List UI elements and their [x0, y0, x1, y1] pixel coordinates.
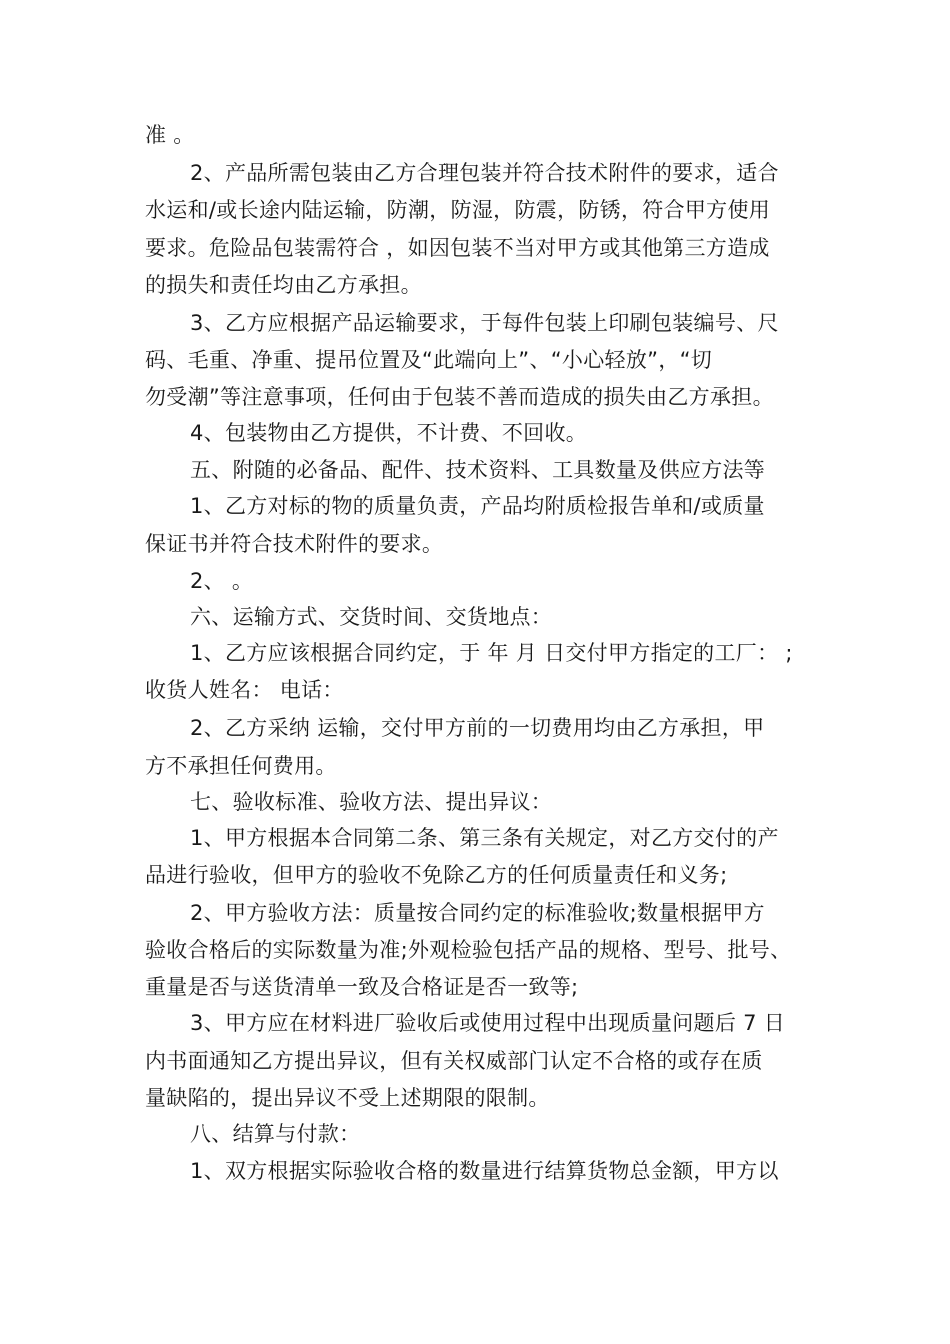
text-line: 1、甲方根据本合同第二条、第三条有关规定，对乙方交付的产	[190, 826, 779, 850]
text-line: 2、乙方采纳 运输，交付甲方前的一切费用均由乙方承担，甲	[190, 716, 765, 740]
text-line: 准 。	[145, 123, 195, 147]
text-line: 验收合格后的实际数量为准;外观检验包括产品的规格、型号、批号、	[145, 938, 792, 962]
section-heading: 七、验收标准、验收方法、提出异议：	[190, 790, 553, 814]
text-line: 码、毛重、净重、提吊位置及“此端向上”、“小心轻放”，“切	[145, 348, 713, 372]
text-line: 的损失和责任均由乙方承担。	[145, 273, 422, 297]
section-heading: 五、附随的必备品、配件、技术资料、工具数量及供应方法等	[190, 458, 766, 482]
text-line: 1、乙方应该根据合同约定，于 年 月 日交付甲方指定的工厂： ;	[190, 641, 793, 665]
text-line: 品进行验收，但甲方的验收不免除乙方的任何质量责任和义务;	[145, 863, 728, 887]
text-line: 保证书并符合技术附件的要求。	[145, 532, 444, 556]
text-line: 方不承担任何费用。	[145, 754, 337, 778]
text-line: 水运和/或长途内陆运输，防潮，防湿，防震，防锈，符合甲方使用	[145, 198, 771, 222]
text-line: 1、双方根据实际验收合格的数量进行结算货物总金额，甲方以	[190, 1159, 779, 1183]
text-line: 2、甲方验收方法：质量按合同约定的标准验收;数量根据甲方	[190, 901, 765, 925]
text-line: 2、 。	[190, 569, 254, 593]
text-line: 3、甲方应在材料进厂验收后或使用过程中出现质量问题后 7 日	[190, 1011, 786, 1035]
section-heading: 六、运输方式、交货时间、交货地点：	[190, 605, 553, 629]
text-line: 2、产品所需包装由乙方合理包装并符合技术附件的要求，适合	[190, 161, 779, 185]
section-heading: 八、结算与付款：	[190, 1122, 361, 1146]
text-line: 1、乙方对标的物的质量负责，产品均附质检报告单和/或质量	[190, 494, 765, 518]
text-line: 内书面通知乙方提出异议，但有关权威部门认定不合格的或存在质	[145, 1049, 763, 1073]
text-line: 重量是否与送货清单一致及合格证是否一致等;	[145, 975, 579, 999]
text-line: 勿受潮”等注意事项，任何由于包装不善而造成的损失由乙方承担。	[145, 385, 774, 409]
text-line: 4、包装物由乙方提供，不计费、不回收。	[190, 421, 588, 445]
text-line: 3、乙方应根据产品运输要求，于每件包装上印刷包装编号、尺	[190, 311, 779, 335]
text-line: 收货人姓名： 电话：	[145, 678, 344, 702]
text-line: 量缺陷的，提出异议不受上述期限的限制。	[145, 1086, 550, 1110]
text-line: 要求。危险品包装需符合 ，如因包装不当对甲方或其他第三方造成	[145, 236, 770, 260]
